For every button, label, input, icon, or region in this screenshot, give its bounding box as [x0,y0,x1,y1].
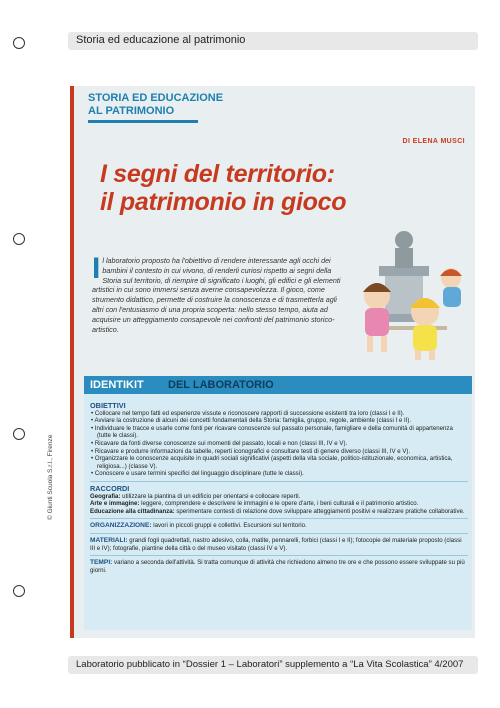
obiettivi-item: • Ricavare da fonti diverse conoscenze sui momenti del passato, locali e non (classi III, IV e V). [91,439,348,447]
divider [90,518,468,519]
binder-hole-3 [13,428,25,440]
obiettivi-item: • Individuare le tracce e usarle come fonti per ricavare conoscenze sul passato personale, famigliare e della comunità di appartenenza (tutte le classi). [91,424,453,440]
article-page [70,86,475,638]
materiali-row: MATERIALI: grandi fogli quadrettati, nastro adesivo, colla, matite, pennarelli, forbici (classi I e II); fotocopie del materiale proposto (classi III e IV); fotografie, piantine della città o del museo visitato (classi IV e V). [90,536,462,552]
identikit-header [84,376,472,394]
intro-dropcap: I [92,252,101,285]
children-statue-illustration [339,226,474,361]
series-label: STORIA ED EDUCAZIONE AL PATRIMONIO [88,92,224,117]
raccordi-item: Educazione alla cittadinanza: sperimentare contesti di relazione dove sviluppare atteggiamenti positivi e realizzare pratiche collaborative. [90,507,465,515]
obiettivi-heading: OBIETTIVI [90,401,126,410]
footer-bar [68,656,478,674]
series-underline [88,120,198,123]
divider [90,555,468,556]
author-byline: DI ELENA MUSCI [402,138,465,145]
tempi-row: TEMPI: variano a seconda dell'attività. Si tratta comunque di attività che richiedono almeno tre ore e che possono essere sviluppate su più giorni. [90,559,465,574]
binder-hole-1 [13,37,25,49]
binder-hole-4 [13,585,25,597]
identikit-title-a: IDENTIKIT [90,379,144,391]
divider [90,533,468,534]
raccordi-item: Arte e immagine: leggere, comprendere e descrivere le immagini e le opere d'arte, i beni culturali e il patrimonio artistico. [90,500,419,508]
intro-text: l laboratorio proposto ha l'obiettivo di rendere interessante agli occhi dei bambini il contesto in cui vivono, di renderli curiosi rispetto ai segni della Storia sul territorio, di riempire di significato i luoghi, gli edifici e gli elementi artistici in cui sono immersi senza averne consapevolezza. Il gioco, come strumento didattico, permette di costruire la conoscenza e di trasmetterla agli altri con l'entusiasmo di una propria scoperta: nello stesso tempo, aiuta ad acquisire un atteggiamento consapevole nei confronti del patrimonio storico-artistico. [92,256,341,334]
header-bar [68,32,478,50]
organizzazione-row: ORGANIZZAZIONE: lavori in piccoli gruppi e collettivi. Escursioni sul territorio. [90,522,307,530]
obiettivi-item: • Collocare nel tempo fatti ed esperienze vissute e riconoscere rapporti di successione esistenti tra loro (classi I e II). [91,409,405,417]
identikit-panel [84,394,472,630]
obiettivi-item: • Avviare la costruzione di alcuni dei concetti fondamentali della Storia: famiglia, gruppo, regole, ambiente (classi I e II). [91,417,412,425]
raccordi-item: Geografia: utilizzare la piantina di un edificio per orientarsi e collocare reperti. [90,492,301,500]
obiettivi-item: • Ricavare e produrre informazioni da tabelle, reperti iconografici e consultare testi di genere diverso (classi III, IV e V). [91,447,411,455]
footer-text: Laboratorio pubblicato in “Dossier 1 – Laboratori” supplemento a “La Vita Scolastica” 4/2007 [76,659,464,670]
intro-paragraph [92,252,342,334]
binder-hole-2 [13,233,25,245]
divider [90,481,468,482]
header-title: Storia ed educazione al patrimonio [76,34,246,46]
obiettivi-item: • Organizzare le conoscenze acquisite in quadri sociali significativi (aspetti della vita sociale, politico-istituzionale, economica, artistica, religiosa...) (classe V). [91,455,453,470]
obiettivi-item: • Conoscere e usare termini specifici del linguaggio disciplinare (tutte le classi). [91,470,304,478]
raccordi-heading: RACCORDI [90,483,130,493]
copyright-note: © Giunti Scuola S.r.l., Firenze [47,434,54,520]
article-title: I segni del territorio: il patrimonio in gioco [100,160,347,216]
identikit-title-b: DEL LABORATORIO [168,379,274,391]
